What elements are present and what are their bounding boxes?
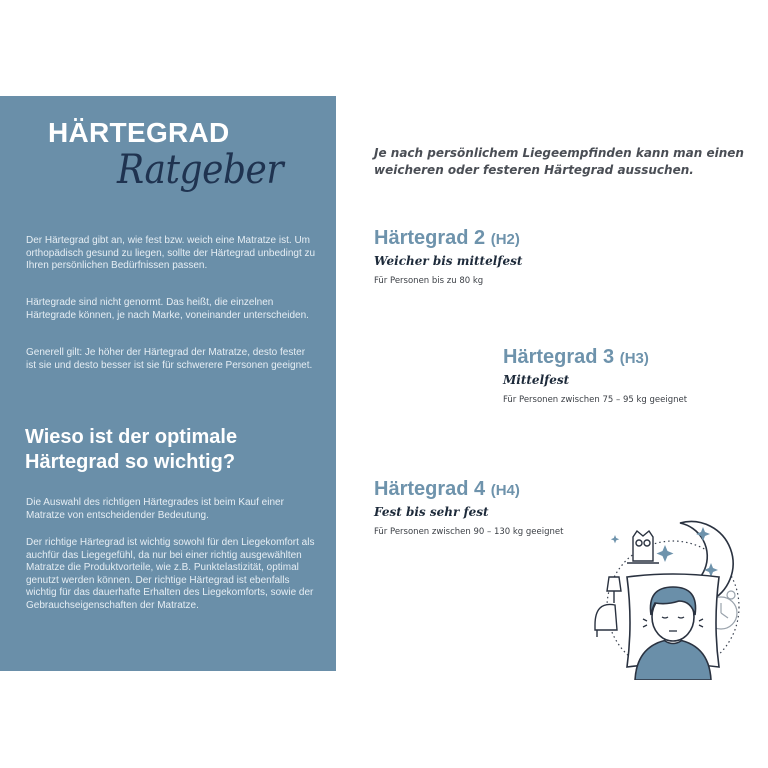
grade-firmness: Fest bis sehr fest — [374, 505, 489, 519]
page-title: HÄRTEGRAD — [48, 117, 230, 148]
grade-h4 — [374, 478, 563, 537]
grade-description: Für Personen bis zu 80 kg — [374, 276, 484, 286]
right-intro-text: Je nach persönlichem Liegeempfinden kann man einen weicheren oder festeren Härtegrad aussuchen. — [374, 146, 744, 177]
grade-h2 — [374, 227, 522, 286]
intro-paragraph-1: Der Härtegrad gibt an, wie fest bzw. weich eine Matratze ist. Um orthopädisch gesund zu liegen, sollte der Härtegrad unbedingt zu Ihren persönlichen Bedürfnissen passen. — [26, 235, 316, 271]
grade-code: (H4) — [490, 482, 520, 499]
grade-description: Für Personen zwischen 90 – 130 kg geeignet — [374, 527, 564, 537]
grade-title: Härtegrad 2 (H2) — [374, 227, 520, 249]
section-paragraph-2: Der richtige Härtegrad ist wichtig sowohl für den Liegekomfort als auchfür das Liegegefühl, da nur bei einer richtig ausgewählten Matratze die Produktvorteile, wie z.B. Punktelastizität, optimal genutzt werden können. Der richtige Härtegrad ist ebenfalls wichtig für das dauerhafte Erhalten des Liegekomforts, sowie der Gebrauchseigenschaften der Matratze. — [26, 537, 315, 611]
grade-firmness: Weicher bis mittelfest — [374, 254, 523, 268]
section-paragraph-1: Die Auswahl des richtigen Härtegrades ist beim Kauf einer Matratze von entscheidender Bedeutung. — [26, 497, 284, 521]
grade-description: Für Personen zwischen 75 – 95 kg geeignet — [503, 395, 688, 405]
grade-firmness: Mittelfest — [503, 373, 570, 387]
grade-title: Härtegrad 4 (H4) — [374, 478, 520, 500]
grade-h3 — [503, 346, 687, 405]
page-subtitle: Ratgeber — [117, 147, 284, 193]
sleeping-person-icon — [585, 515, 760, 680]
section-heading: Wieso ist der optimale Härtegrad so wichtig? — [25, 426, 238, 473]
intro-paragraph-2: Härtegrade sind nicht genormt. Das heißt, die einzelnen Härtegrade können, je nach Marke, voneinander unterscheiden. — [26, 297, 309, 321]
intro-paragraph-3: Generell gilt: Je höher der Härtegrad der Matratze, desto fester ist sie und desto besser ist sie für schwerere Personen geeignet. — [26, 347, 313, 371]
grade-code: (H3) — [619, 350, 649, 367]
grade-title: Härtegrad 3 (H3) — [503, 346, 649, 368]
grade-code: (H2) — [490, 231, 520, 248]
